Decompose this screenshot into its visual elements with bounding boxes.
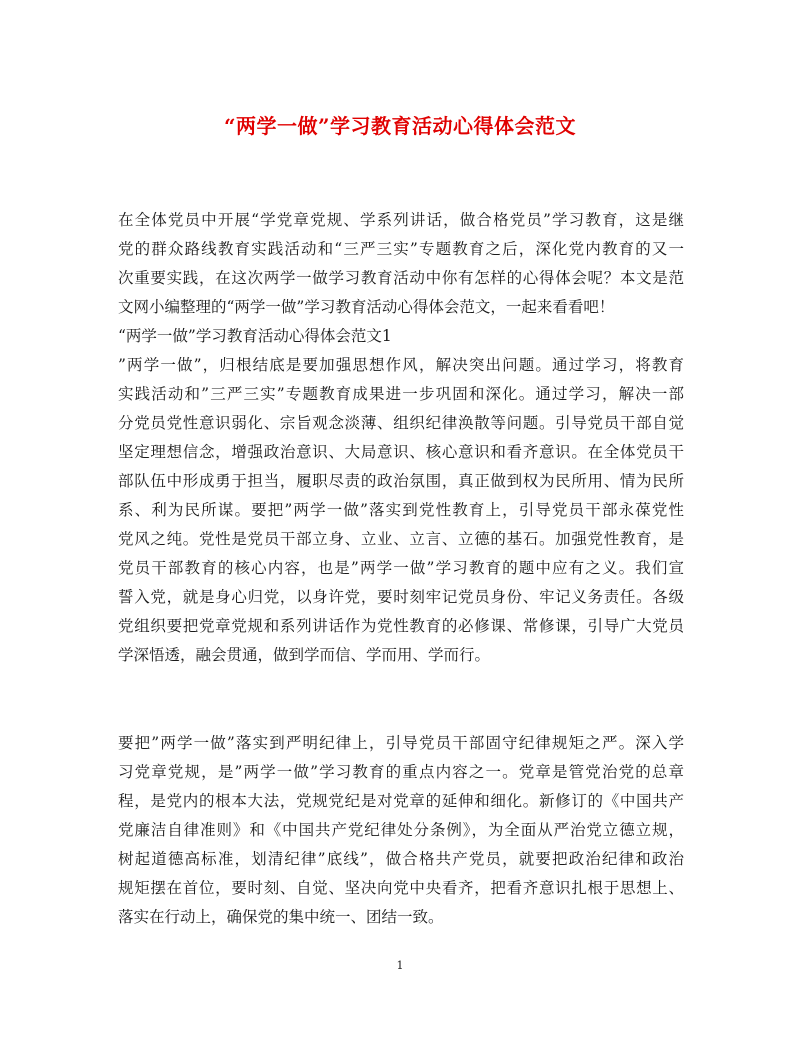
paragraph-line: 党风之纯。党性是党员干部立身、立业、立言、立德的基石。加强党性教育，是 [118,530,684,548]
paragraph-line: 规矩摆在首位，要时刻、自觉、坚决向党中央看齐，把看齐意识扎根于思想上、 [118,879,684,897]
paragraph-line: 要把”两学一做”落实到严明纪律上，引导党员干部固守纪律规矩之严。深入学 [118,734,684,752]
paragraph-line: 程，是党内的根本大法，党规党纪是对党章的延伸和细化。新修订的《中国共产 [118,792,684,810]
paragraph-line: 学深悟透，融会贯通，做到学而信、学而用、学而行。 [118,646,491,664]
paragraph-line: 党廉洁自律准则》和《中国共产党纪律处分条例》，为全面从严治党立德立规， [118,821,684,839]
paragraph-line: 党组织要把党章党规和系列讲话作为党性教育的必修课、常修课，引导广大党员 [118,617,684,635]
intro-paragraph [118,206,684,670]
section-subtitle: “两学一做”学习教育活动心得体会范文1 [118,327,392,345]
paragraph-line: 坚定理想信念，增强政治意识、大局意识、核心意识和看齐意识。在全体党员干 [118,443,684,461]
intro-line: 在全体党员中开展“学党章党规、学系列讲话，做合格党员”学习教育，这是继 [118,211,684,229]
intro-line: 文网小编整理的“两学一做”学习教育活动心得体会范文，一起来看看吧！ [118,298,615,316]
paragraph-line: 党员干部教育的核心内容，也是”两学一做”学习教育的题中应有之义。我们宣 [118,559,684,577]
paragraph-line: 落实在行动上，确保党的集中统一、团结一致。 [118,908,444,926]
document-title: “两学一做”学习教育活动心得体会范文 [223,114,576,138]
paragraph-line: 部队伍中形成勇于担当，履职尽责的政治氛围，真正做到权为民所用、情为民所 [118,472,684,490]
intro-line: 次重要实践，在这次两学一做学习教育活动中你有怎样的心得体会呢？本文是范 [118,269,684,287]
paragraph-line: ”两学一做”，归根结底是要加强思想作风，解决突出问题。通过学习，将教育 [118,356,684,374]
paragraph-line: 实践活动和”三严三实”专题教育成果进一步巩固和深化。通过学习，解决一部 [118,385,684,403]
intro-line: 党的群众路线教育实践活动和“三严三实”专题教育之后，深化党内教育的又一 [118,240,684,258]
paragraph-line: 分党员党性意识弱化、宗旨观念淡薄、组织纪律涣散等问题。引导党员干部自觉 [118,414,684,432]
paragraph-line: 系、利为民所谋。要把”两学一做”落实到党性教育上，引导党员干部永葆党性 [118,501,684,519]
paragraph-line: 树起道德高标准，划清纪律”底线”，做合格共产党员，就要把政治纪律和政治 [118,850,684,868]
paragraph-line: 誓入党，就是身心归党，以身许党，要时刻牢记党员身份、牢记义务责任。各级 [118,588,684,606]
second-paragraph [118,729,684,932]
paragraph-line: 习党章党规，是”两学一做”学习教育的重点内容之一。党章是管党治党的总章 [118,763,684,781]
page-number: 1 [396,959,404,972]
